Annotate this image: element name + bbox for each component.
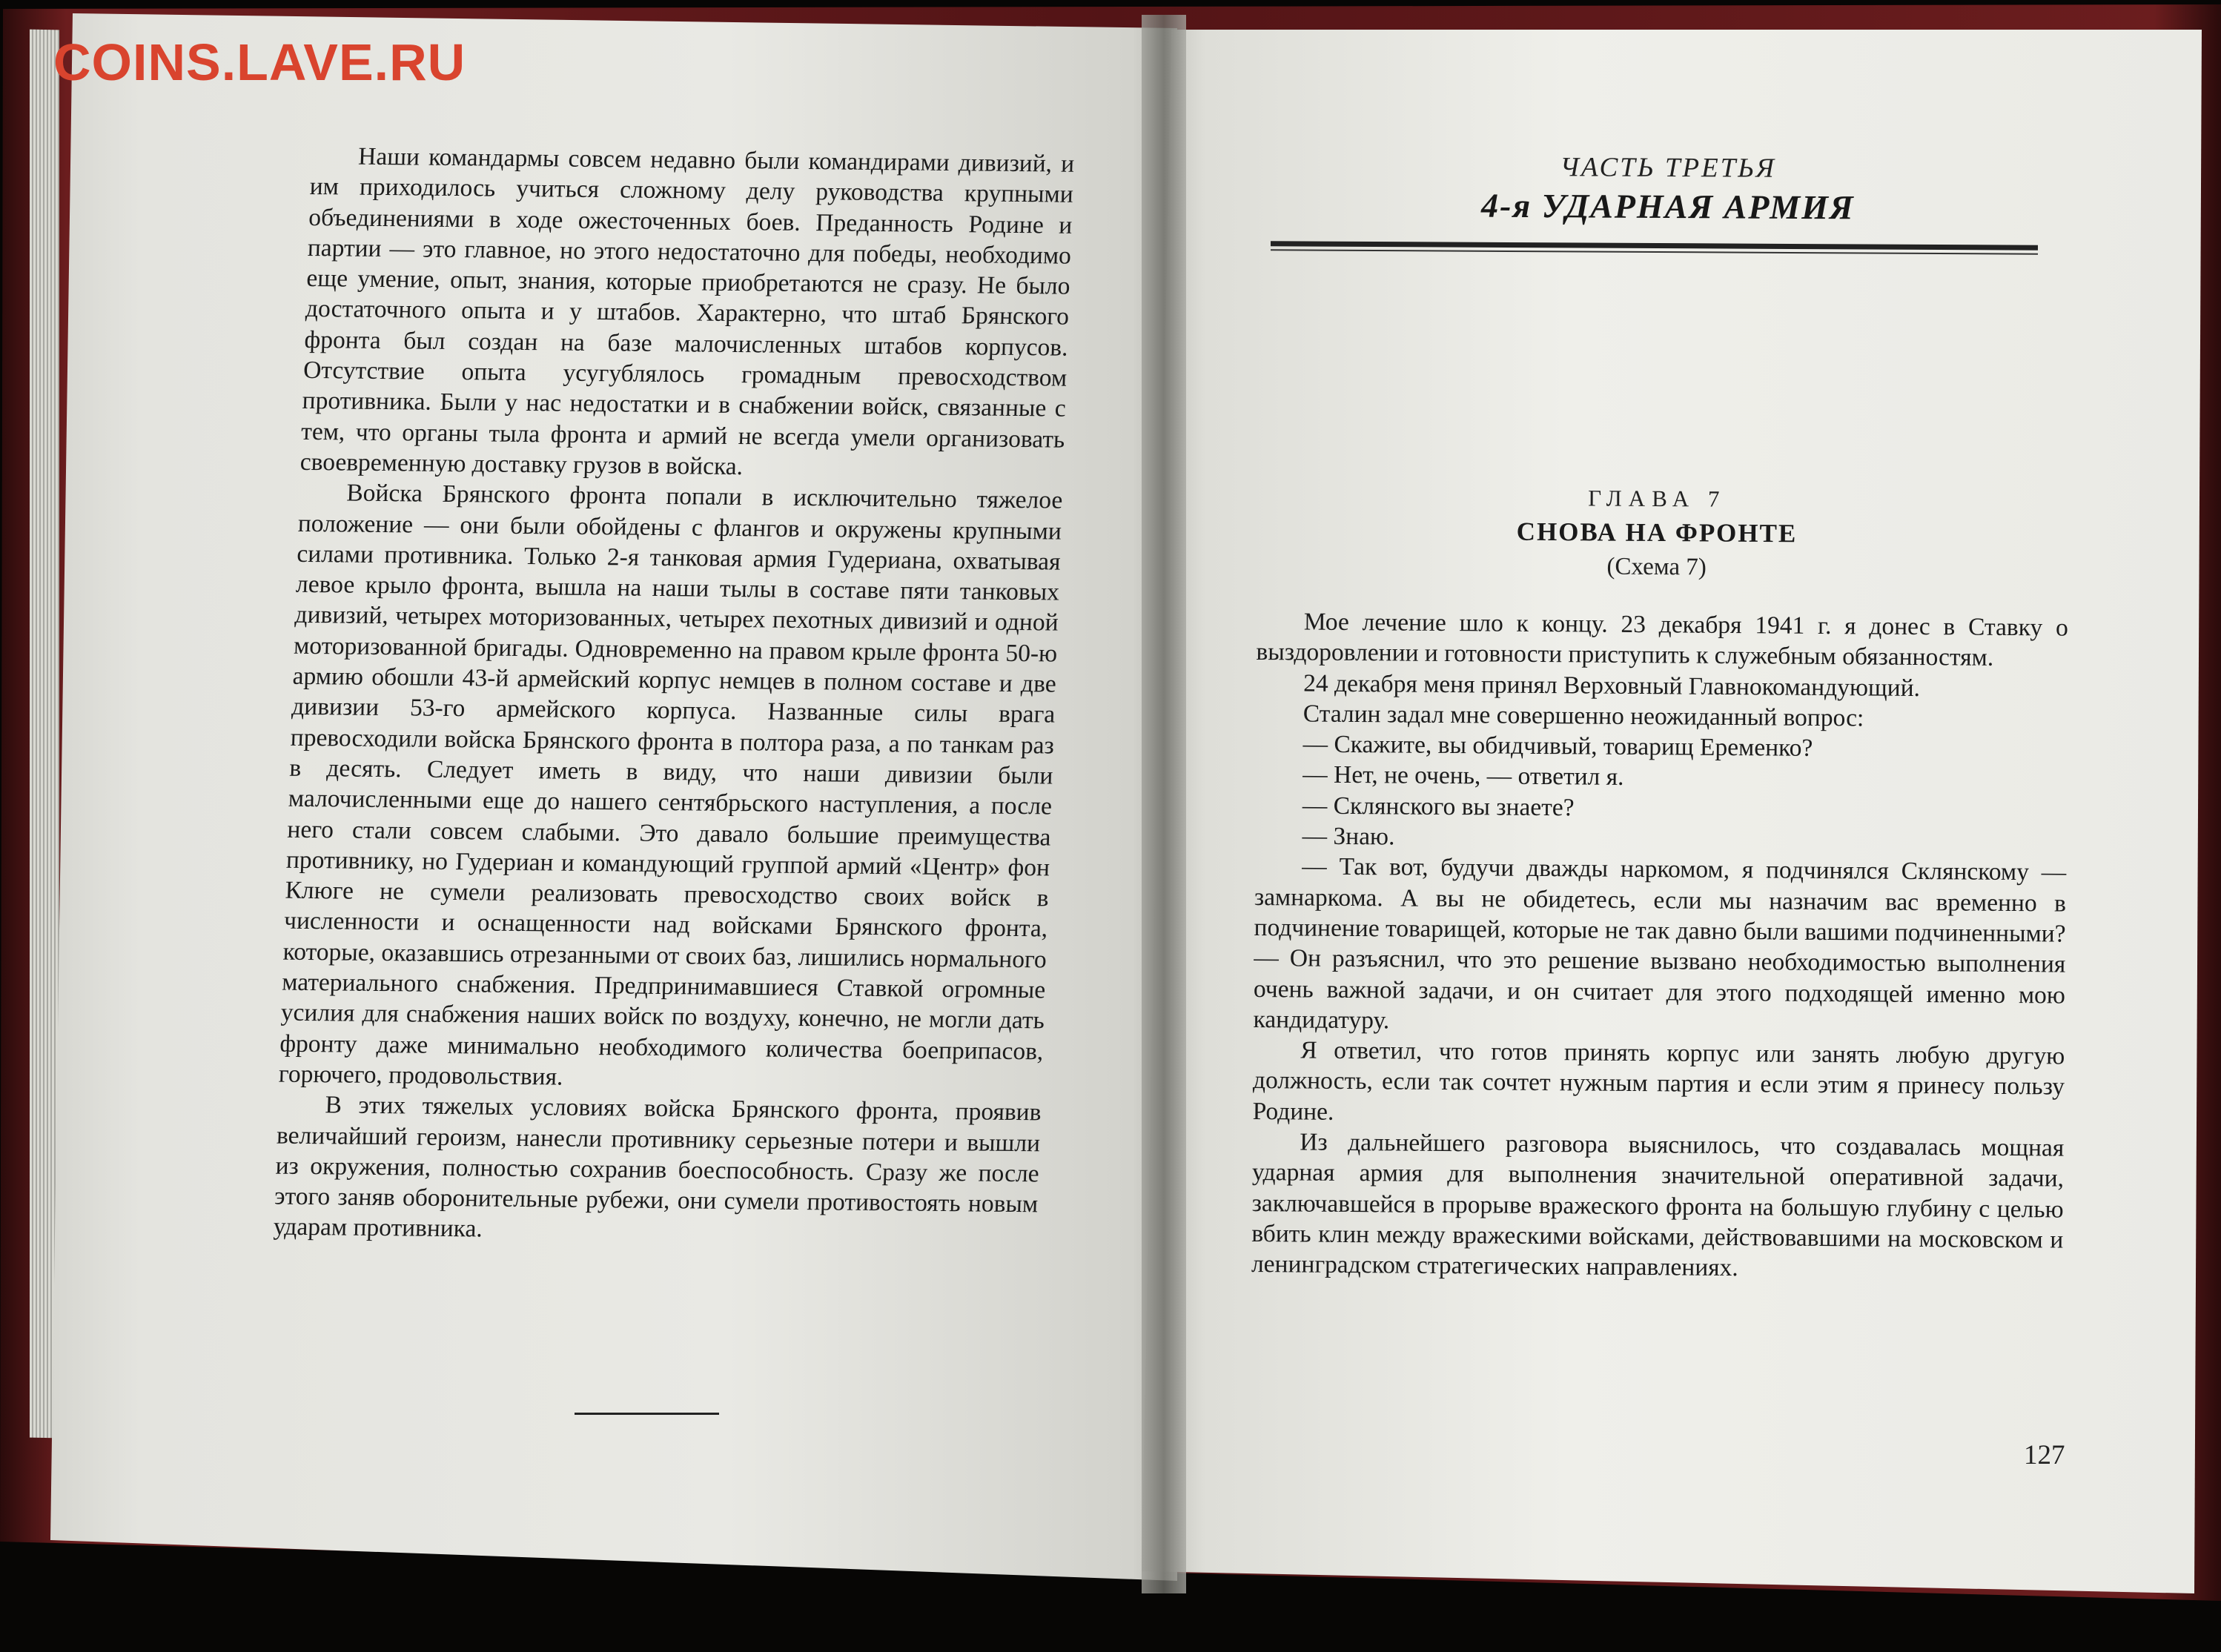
chapter-label: ГЛАВА 7	[1588, 485, 1727, 512]
right-page-text	[1251, 606, 2068, 1286]
right-paragraph-1: Мое лечение шло к концу. 23 декабря 1941 г. я донес в Ставку о выздоровлении и готовности приступить к служебным обязанностям.	[1256, 608, 2068, 672]
left-page-text	[273, 141, 1075, 1250]
section-end-rule	[575, 1413, 719, 1415]
chapter-heading	[1275, 482, 2039, 583]
right-paragraph-4: — Скажите, вы обидчивый, товарищ Еременко?	[1303, 730, 1813, 763]
page-number: 127	[2024, 1440, 2065, 1470]
right-paragraph-9: Я ответил, что готов принять корпус или занять любую другую должность, если так сочтет нужным партия и если этим я принесу пользу Родине.	[1252, 1036, 2065, 1126]
part-heading	[1260, 150, 2076, 228]
left-paragraph-2: Войска Брянского фронта попали в исключительно тяжелое положение — они были обойдены с флангов и окружены крупными силами противника. Только 2-я танковая армия Гудериана, охватывая левое крыло фронта, вышла на наши тылы в составе пяти танковых дивизий, четырех моторизованных, четырех пехотных дивизий и одной моторизованной бригады. Одновременно на правом крыле фронта 50-ю армию обошли 43-й армейский корпус немцев в полном составе и две дивизии 53-го армейского корпуса. Названные силы врага превосходили войска Брянского фронта в полтора раза, а по танкам раз в десять. Следует иметь в виду, что наши дивизии были малочисленными еще до нашего сентябрьского наступления, а после него стали совсем слабыми. Это давало большие преимущества противнику, но Гудериан и командующий группой армий «Центр» фон Клюге не сумели реализовать превосходство своих войск в численности и оснащенности над войсками Брянского фронта, которые, оказавшись отрезанными от своих баз, лишились нормального материального снабжения. Предпринимавшиеся Ставкой огромные усилия для снабжения наших войск по воздуху, конечно, не могли дать фронту даже минимально необходимого количества боеприпасов, горючего, продовольствия.	[278, 479, 1064, 1091]
part-label: ЧАСТЬ ТРЕТЬЯ	[1560, 152, 1777, 184]
left-paragraph-1: Наши командармы совсем недавно были командирами дивизий, и им приходилось учиться сложному делу руководства крупными объединениями в ходе ожесточенных боев. Преданность Родине и партии — это главное, но этого недостаточно для победы, необходимо еще умение, опыт, знания, которые приобретаются не сразу. Не было достаточного опыта и у штабов. Характерно, что штаб Брянского фронта был создан на базе малочисленных штабов корпусов. Отсутствие опыта усугублялось громадным превосходством противника. Были у нас недостатки и в снабжении войск, связанные с тем, что органы тыла фронта и армий не всегда умели организовать своевременную доставку грузов в войска.	[299, 142, 1075, 481]
right-paragraph-5: — Нет, не очень, — ответил я.	[1303, 760, 1624, 792]
book-gutter	[1142, 15, 1186, 1593]
chapter-scheme: (Схема 7)	[1606, 553, 1707, 581]
right-paragraph-3: Сталин задал мне совершенно неожиданный вопрос:	[1303, 700, 1864, 732]
page-edges	[30, 30, 59, 1439]
left-paragraph-3: В этих тяжелых условиях войска Брянского фронта, проявив величайший героизм, нанесли противнику серьезные потери и вышли из окружения, полностью сохранив боеспособность. Сразу же после этого заняв оборонительные рубежи, они сумели противостоять новым ударам противника.	[273, 1091, 1042, 1243]
watermark-text: COINS.LAVE.RU	[53, 33, 466, 91]
right-paragraph-8: — Так вот, будучи дважды наркомом, я подчинялся Склянскому — замнаркома. А вы не обидетесь, если мы назначим вас временно в подчинение товарищей, которые не так давно были вашими подчиненными? — Он разъяснил, что это решение вызвано необходимостью выполнения очень важной задачи, и он считает для этого подходящей именно мою кандидатуру.	[1253, 852, 2067, 1035]
right-paragraph-2: 24 декабря меня принял Верховный Главнокомандующий.	[1303, 669, 1921, 702]
chapter-title: СНОВА НА ФРОНТЕ	[1516, 517, 1798, 548]
right-paragraph-6: — Склянского вы знаете?	[1302, 792, 1575, 822]
right-paragraph-7: — Знаю.	[1302, 822, 1395, 851]
right-paragraph-10: Из дальнейшего разговора выяснилось, что создавалась мощная ударная армия для выполнения значительной оперативной задачи, заключавшейся в прорыве вражеского фронта на большую глубину с целью вбить клин между вражескими войсками, действовавшими на московском и ленинградском стратегических направлениях.	[1251, 1128, 2065, 1282]
part-title: 4-я УДАРНАЯ АРМИЯ	[1480, 186, 1855, 227]
